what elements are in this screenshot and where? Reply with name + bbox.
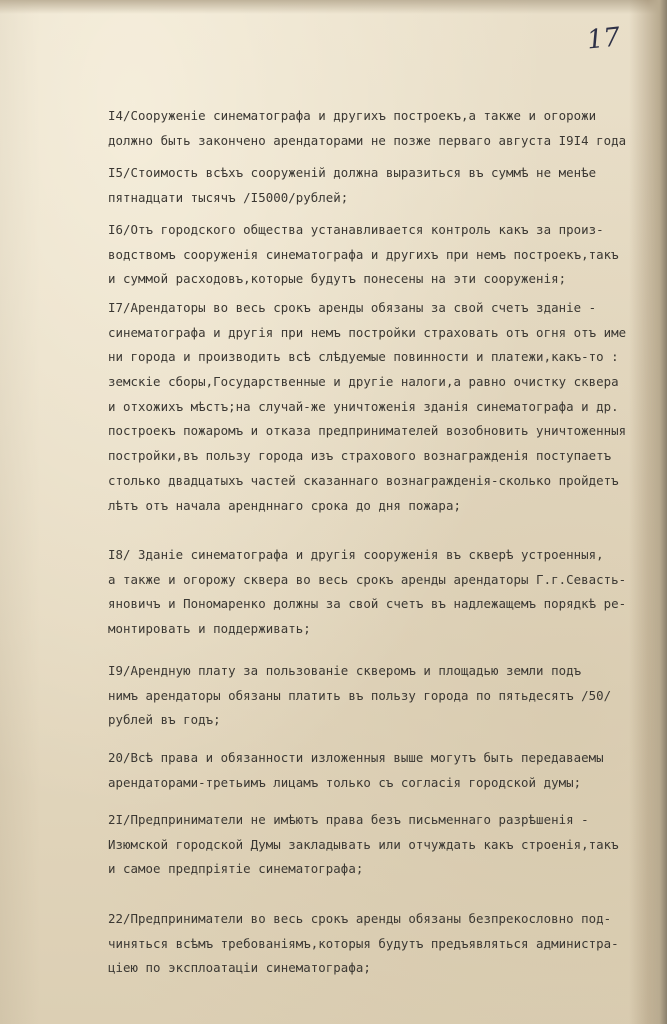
- paragraph-14: [108, 104, 667, 153]
- text-line: арендаторами-третьимъ лицамъ только съ согласiя городской думы;: [108, 774, 582, 790]
- paragraph-19: [108, 659, 667, 733]
- text-line: I6/Отъ городского общества устанавливается контроль какъ за произ-: [108, 222, 604, 237]
- text-line: I9/Арендную плату за пользованie скверомъ и площадью земли подъ: [108, 663, 582, 678]
- text-line: 2I/Предприниматели не имѣютъ права безъ письменнаго разрѣшенiя -: [108, 812, 589, 827]
- paragraph-18: [108, 543, 667, 642]
- text-line: и самое предпрiятie синематографа;: [108, 861, 364, 877]
- text-line: I8/ Зданie синематографа и другiя сооруженiя въ скверѣ устроенныя,: [108, 547, 604, 562]
- text-line: а также и огорожу сквера во весь срокъ аренды арендаторы Г.г.Севасть-: [108, 571, 627, 587]
- paragraph-17: [108, 296, 667, 518]
- text-line: и отхожихъ мѣстъ;на случай-же уничтоженiя зданiя синематографа и др.: [108, 398, 619, 414]
- text-line: I5/Стоимость всѣхъ сооруженiй должна выразиться въ суммѣ не менѣе: [108, 165, 597, 180]
- paragraph-21: [108, 808, 667, 882]
- text-line: I7/Арендаторы во весь срокъ аренды обязаны за свой счетъ зданie -: [108, 300, 597, 315]
- text-line: столько двадцатыхъ частей сказаннаго вознагражденiя-сколько пройдетъ: [108, 472, 619, 488]
- text-line: лѣтъ отъ начала арендннаго срока до дня пожара;: [108, 497, 461, 513]
- text-line: постройки,въ пользу города изъ страхового вознагражденiя поступаетъ: [108, 448, 612, 464]
- text-line: ни города и производить всѣ слѣдуемые повинности и платежи,какъ-то :: [108, 349, 619, 365]
- paragraph-16: [108, 218, 667, 292]
- text-line: яновичъ и Пономаренко должны за свой счетъ въ надлежащемъ порядкѣ ре-: [108, 596, 627, 612]
- text-line: синематографа и другiя при немъ постройки страховать отъ огня отъ име: [108, 324, 627, 340]
- text-line: пятнадцати тысячъ /I5000/рублей;: [108, 189, 349, 205]
- text-line: 22/Предприниматели во весь срокъ аренды обязаны безпрекословно под-: [108, 911, 612, 926]
- paragraph-20: [108, 746, 667, 795]
- text-line: монтировать и поддерживать;: [108, 621, 311, 637]
- text-line: 20/Всѣ права и обязанности изложенныя выше могутъ быть передаваемы: [108, 750, 604, 765]
- text-line: построекъ пожаромъ и отказа предпринимателей возобновить уничтоженныя: [108, 423, 627, 439]
- text-line: Изюмской городской Думы закладывать или отчуждать какъ строенiя,такъ: [108, 836, 619, 852]
- text-line: цiею по эксплоатацiи синематографа;: [108, 960, 371, 976]
- paper-top-edge: [0, 0, 667, 14]
- text-line: водствомъ сооруженiя синематографа и другихъ при немъ построекъ,такъ: [108, 246, 619, 262]
- text-line: рублей въ годъ;: [108, 712, 221, 728]
- paragraph-15: [108, 161, 667, 210]
- text-line: должно быть закончено арендаторами не позже перваго августа I9I4 года: [108, 132, 627, 148]
- text-line: и суммой расходовъ,которые будутъ понесены на эти сооруженiя;: [108, 271, 567, 287]
- text-line: нимъ арендаторы обязаны платить въ пользу города по пятьдесятъ /50/: [108, 687, 612, 703]
- folio-number: 17: [585, 22, 622, 56]
- paragraph-22: [108, 907, 667, 981]
- text-line: чиняться всѣмъ требованiямъ,которыя будутъ предъявляться администра-: [108, 935, 619, 951]
- text-line: земскiе сборы,Государственные и другiе налоги,а равно очистку сквера: [108, 374, 619, 390]
- text-line: I4/Сооруженie синематографа и другихъ построекъ,а также и огорожи: [108, 108, 597, 123]
